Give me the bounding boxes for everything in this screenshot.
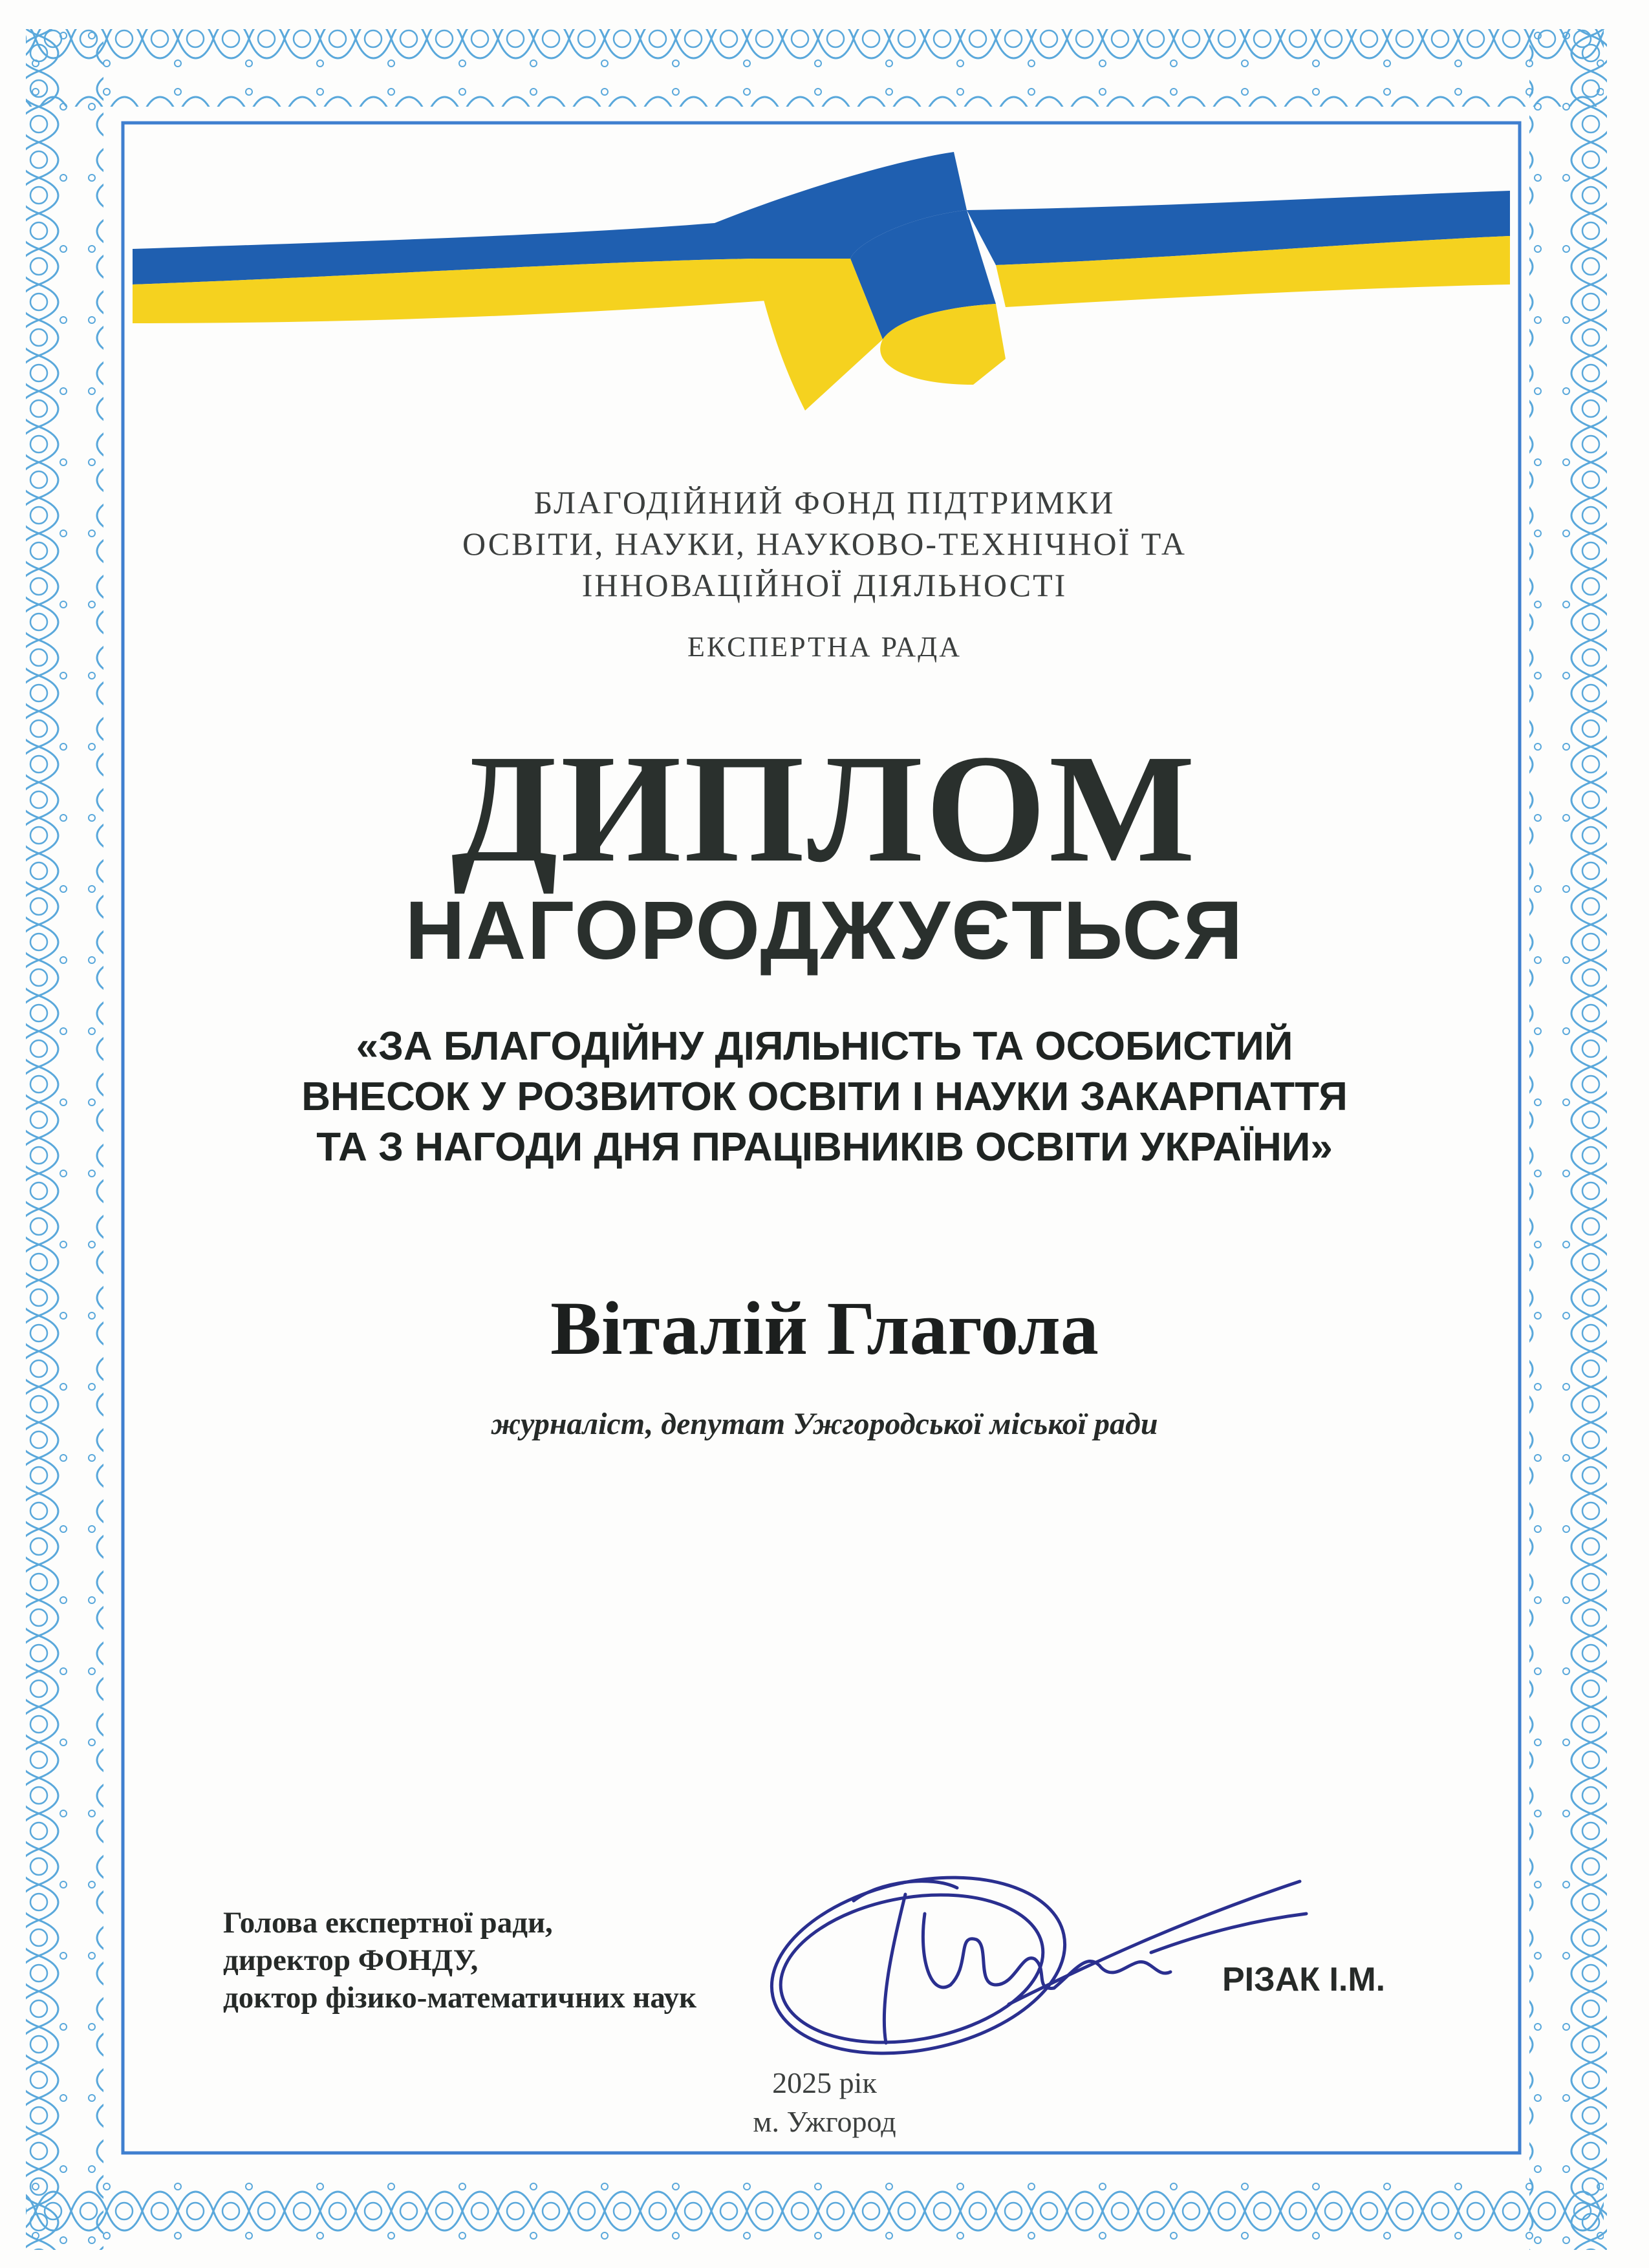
recipient-name: Віталій Глагола bbox=[550, 1286, 1099, 1371]
council-label: ЕКСПЕРТНА РАДА bbox=[687, 631, 962, 663]
award-reason-line: «ЗА БЛАГОДІЙНУ ДІЯЛЬНІСТЬ ТА ОСОБИСТИЙ bbox=[356, 1024, 1293, 1069]
issue-year: 2025 рік bbox=[772, 2066, 877, 2099]
ukrainian-flag-ribbon bbox=[133, 145, 1510, 423]
award-reason-line: ТА З НАГОДИ ДНЯ ПРАЦІВНИКІВ ОСВІТИ УКРАЇНИ» bbox=[316, 1125, 1333, 1170]
awarded-heading: НАГОРОДЖУЄТЬСЯ bbox=[405, 884, 1244, 977]
issue-city: м. Ужгород bbox=[753, 2105, 896, 2138]
signer-title-line: доктор фізико-математичних наук bbox=[223, 1981, 697, 2015]
org-name-line: ІННОВАЦІЙНОЇ ДІЯЛЬНОСТІ bbox=[581, 567, 1068, 603]
org-name-line: БЛАГОДІЙНИЙ ФОНД ПІДТРИМКИ bbox=[534, 484, 1116, 520]
org-name-line: ОСВІТИ, НАУКИ, НАУКОВО-ТЕХНІЧНОЇ ТА bbox=[462, 526, 1187, 562]
signer-title-line: Голова експертної ради, bbox=[223, 1906, 553, 1940]
recipient-position: журналіст, депутат Ужгородської міської ради bbox=[491, 1407, 1158, 1441]
diploma-title: ДИПЛОМ bbox=[451, 722, 1198, 894]
signer-title-line: директор ФОНДУ, bbox=[223, 1943, 479, 1977]
signer-name: РІЗАК І.М. bbox=[1222, 1961, 1386, 1998]
handwritten-signature bbox=[763, 1856, 1319, 2062]
award-reason-line: ВНЕСОК У РОЗВИТОК ОСВІТИ І НАУКИ ЗАКАРПАТТЯ bbox=[301, 1075, 1348, 1119]
